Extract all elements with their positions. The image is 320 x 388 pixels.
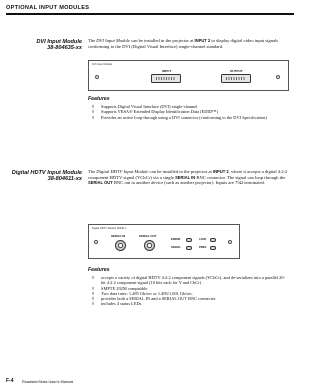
feature-text: includes 4 status LEDs (101, 301, 142, 307)
diamond-bullet-icon: ◊ (92, 109, 95, 115)
page-number: F-4 (6, 378, 14, 384)
pres-led-label: PRES. (199, 246, 207, 249)
lock-led-icon (210, 238, 216, 242)
diamond-bullet-icon: ◊ (92, 104, 95, 109)
feature-text: provides both a SERIAL IN and a SERIAL OUT BNC connector (101, 296, 216, 302)
dvi-part-number: 38-804635-xx (47, 45, 82, 52)
serial-out-bnc-icon (144, 240, 155, 251)
error-led-label: ERROR (171, 238, 181, 241)
input-connector-label: INPUT (162, 69, 172, 73)
keyword-input-2: INPUT 2 (194, 38, 211, 43)
feature-text: Two data rates: 1.485 Gb/sec or 1.485/1.001 Gb/sec. (101, 290, 194, 296)
hdtv-section-label (6, 170, 82, 183)
lock-led-label: LOCK (199, 238, 207, 241)
dvi-section-label (6, 39, 82, 52)
diamond-bullet-icon: ◊ (92, 290, 95, 296)
serial-out-label: SERIAL OUT (139, 234, 157, 238)
dvi-module-figure (88, 60, 289, 91)
text-run-italic: Digital HDTV Input Module (96, 169, 149, 174)
dvi-input-connector-icon (151, 74, 181, 83)
text-run: can be installed in the projector at (129, 38, 195, 43)
diamond-bullet-icon: ◊ (92, 296, 95, 302)
signal-led-icon (186, 246, 192, 250)
feature-text: Supports VESA® Extended Display Identification Data (EDID™) (101, 109, 218, 115)
text-run: can be installed in the projector at (148, 169, 213, 174)
screw-icon (228, 240, 232, 244)
diamond-bullet-icon: ◊ (92, 285, 95, 291)
feature-item (92, 115, 288, 120)
screw-icon (95, 75, 99, 79)
screw-icon (94, 240, 98, 244)
page-header-title: OPTIONAL INPUT MODULES (6, 5, 90, 11)
hdtv-description (88, 169, 288, 186)
dvi-output-connector-icon (221, 74, 251, 83)
header-rule (6, 13, 294, 15)
serial-in-label: SERIAL IN (111, 234, 126, 238)
dvi-features-heading: Features (88, 96, 110, 102)
text-run-italic: DVI Input Module (96, 38, 130, 43)
feature-text: Provides an active loop-through using a DVI connector (conforming to the DVI Specification) (101, 114, 267, 120)
text-run: , where it accepts a digital 4:2:2 component HDTV signal (YCbCr) via a single (88, 169, 288, 180)
diamond-bullet-icon: ◊ (92, 275, 95, 280)
hdtv-module-figure (88, 224, 240, 259)
feature-text: accepts a variety of digital HDTV 4:2:2 component signals (YCbCr), and de-serializes into a parallel 20-bit 4:2:2 component signal (10 bits each for Y and CbCr) (101, 275, 286, 286)
manual-title: Roadster/Vista User's Manual (22, 379, 74, 384)
pres-led-icon (210, 246, 216, 250)
text-run: BNC connector. The signal can loop through the (195, 174, 286, 180)
dvi-features-list (92, 104, 288, 120)
figure-title: DVI Input Module (92, 63, 113, 66)
serial-in-bnc-icon (115, 240, 126, 251)
hdtv-features-heading: Features (88, 267, 110, 273)
feature-item (92, 301, 288, 306)
output-connector-label: OUTPUT (230, 69, 243, 73)
figure-title: Digital HDTV Module SDHD 1 (92, 227, 127, 230)
dvi-label-title: DVI Input Module (36, 39, 82, 45)
keyword-serial-out: SERIAL OUT (88, 180, 113, 186)
error-led-icon (186, 238, 192, 242)
text-run: The (88, 169, 97, 174)
hdtv-label-title: Digital HDTV Input Module (11, 170, 82, 176)
feature-text: Supports Digital Visual Interface (DVI) single-channel (101, 104, 198, 109)
dvi-description (88, 38, 288, 49)
screw-icon (276, 75, 280, 79)
text-run: to display digital video input signals conforming to the DVI (Digital Visual Interface) single-channel standard. (88, 38, 279, 49)
feature-item (92, 275, 288, 286)
text-run: BNC out to another device (such as another projector). Inputs are 75Ω terminated. (112, 180, 265, 186)
hdtv-features-list (92, 275, 288, 307)
diamond-bullet-icon: ◊ (92, 114, 95, 120)
keyword-input-2: INPUT 2 (212, 169, 229, 174)
feature-text: SMPTE 292M compatible (101, 285, 148, 291)
signal-led-label: SIGNAL (171, 246, 181, 249)
hdtv-part-number: 38-804611-xx (47, 176, 82, 183)
text-run: The (88, 38, 97, 43)
keyword-serial-in: SERIAL IN (175, 174, 196, 180)
diamond-bullet-icon: ◊ (92, 301, 95, 307)
